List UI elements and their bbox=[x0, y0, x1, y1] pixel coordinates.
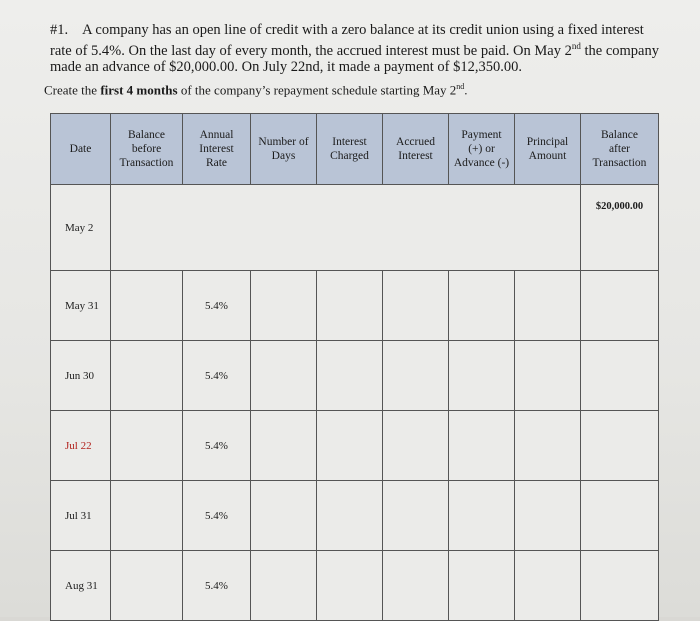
balance-before-cell[interactable] bbox=[111, 341, 183, 411]
hdr-6-l1: Payment bbox=[461, 129, 502, 141]
days-cell[interactable] bbox=[251, 341, 317, 411]
empty-merged-cell[interactable] bbox=[111, 185, 581, 271]
header-accrued-interest bbox=[383, 114, 449, 185]
interest-charged-cell[interactable] bbox=[317, 481, 383, 551]
table-row bbox=[51, 411, 659, 481]
hdr-2-l2: Interest bbox=[199, 143, 234, 155]
payment-cell[interactable] bbox=[449, 481, 515, 551]
date-cell: Jun 30 bbox=[51, 341, 111, 411]
hdr-2-l1: Annual bbox=[199, 129, 234, 141]
instruction-sup: nd bbox=[456, 82, 465, 91]
accrued-interest-cell[interactable] bbox=[383, 551, 449, 621]
date-cell: May 2 bbox=[51, 185, 111, 271]
balance-before-cell[interactable] bbox=[111, 271, 183, 341]
principal-cell[interactable] bbox=[515, 341, 581, 411]
problem-line-2 bbox=[50, 38, 670, 59]
hdr-1-l3: Transaction bbox=[119, 157, 174, 169]
accrued-interest-cell[interactable] bbox=[383, 411, 449, 481]
balance-after-cell[interactable] bbox=[581, 481, 659, 551]
rate-cell: 5.4% bbox=[183, 551, 251, 621]
interest-charged-cell[interactable] bbox=[317, 341, 383, 411]
hdr-1-l2: before bbox=[131, 143, 162, 155]
rate-cell: 5.4% bbox=[183, 411, 251, 481]
instruction-suffix: of the company’s repayment schedule starting May 2 bbox=[177, 82, 457, 98]
days-cell[interactable] bbox=[251, 271, 317, 341]
payment-cell[interactable] bbox=[449, 271, 515, 341]
header-balance-before bbox=[111, 114, 183, 185]
days-cell[interactable] bbox=[251, 481, 317, 551]
balance-after-cell[interactable] bbox=[581, 341, 659, 411]
hdr-4-l1: Interest bbox=[332, 136, 367, 148]
date-cell-highlighted: Jul 22 bbox=[51, 411, 111, 481]
balance-before-cell[interactable] bbox=[111, 551, 183, 621]
header-payment-advance bbox=[449, 114, 515, 185]
problem-text-3: made an advance of $20,000.00. On July 22nd, it made a payment of $12,350.00. bbox=[50, 58, 522, 75]
interest-charged-cell[interactable] bbox=[317, 551, 383, 621]
interest-charged-cell[interactable] bbox=[317, 411, 383, 481]
table-row bbox=[51, 551, 659, 621]
principal-cell[interactable] bbox=[515, 551, 581, 621]
accrued-interest-cell[interactable] bbox=[383, 271, 449, 341]
hdr-7-l1: Principal bbox=[526, 136, 569, 148]
hdr-6-l3: Advance (-) bbox=[453, 157, 510, 169]
hdr-2-l3: Rate bbox=[205, 157, 228, 169]
days-cell[interactable] bbox=[251, 551, 317, 621]
hdr-3-l2: Days bbox=[271, 150, 296, 162]
problem-text-1: A company has an open line of credit with a zero balance at its credit union using a fixed interest bbox=[82, 22, 644, 38]
hdr-5-l1: Accrued bbox=[396, 136, 435, 148]
header-row bbox=[51, 114, 659, 185]
header-interest-charged bbox=[317, 114, 383, 185]
principal-cell[interactable] bbox=[515, 481, 581, 551]
problem-statement bbox=[50, 22, 670, 75]
principal-cell[interactable] bbox=[515, 411, 581, 481]
header-principal-amount bbox=[515, 114, 581, 185]
balance-after-cell: $20,000.00 bbox=[581, 185, 659, 271]
payment-cell[interactable] bbox=[449, 341, 515, 411]
payment-cell[interactable] bbox=[449, 411, 515, 481]
table-row-may-2 bbox=[51, 185, 659, 271]
header-number-of-days bbox=[251, 114, 317, 185]
date-cell: Aug 31 bbox=[51, 551, 111, 621]
repayment-schedule-table bbox=[50, 113, 659, 621]
principal-cell[interactable] bbox=[515, 271, 581, 341]
hdr-4-l2: Charged bbox=[330, 150, 369, 162]
hdr-8-l3: Transaction bbox=[592, 157, 647, 169]
problem-text-2a: rate of 5.4%. On the last day of every month, the accrued interest must be paid. On May 2 bbox=[50, 42, 572, 59]
hdr-1-l1: Balance bbox=[127, 129, 166, 141]
problem-number: #1. bbox=[50, 22, 69, 38]
problem-sup: nd bbox=[571, 41, 581, 51]
table-row bbox=[51, 271, 659, 341]
accrued-interest-cell[interactable] bbox=[383, 481, 449, 551]
hdr-6-l2: (+) or bbox=[468, 143, 495, 155]
balance-before-cell[interactable] bbox=[111, 481, 183, 551]
header-balance-after bbox=[581, 114, 659, 185]
problem-text-2b: the company bbox=[580, 42, 659, 59]
hdr-8-l2: after bbox=[608, 143, 631, 155]
payment-cell[interactable] bbox=[449, 551, 515, 621]
balance-after-cell[interactable] bbox=[581, 271, 659, 341]
table-row bbox=[51, 341, 659, 411]
table-row bbox=[51, 481, 659, 551]
instruction-end: . bbox=[464, 82, 468, 98]
header-date bbox=[51, 114, 111, 185]
date-cell: Jul 31 bbox=[51, 481, 111, 551]
rate-cell: 5.4% bbox=[183, 271, 251, 341]
hdr-7-l2: Amount bbox=[528, 150, 567, 162]
instruction-text bbox=[44, 82, 468, 98]
hdr-5-l2: Interest bbox=[398, 150, 433, 162]
accrued-interest-cell[interactable] bbox=[383, 341, 449, 411]
balance-after-cell[interactable] bbox=[581, 411, 659, 481]
instruction-bold: first 4 months bbox=[100, 82, 178, 98]
header-date-text: Date bbox=[69, 143, 92, 155]
date-cell: May 31 bbox=[51, 271, 111, 341]
instruction-prefix: Create the bbox=[44, 82, 101, 98]
rate-cell: 5.4% bbox=[183, 341, 251, 411]
hdr-3-l1: Number of bbox=[258, 136, 309, 148]
balance-after-cell[interactable] bbox=[581, 551, 659, 621]
problem-line-1 bbox=[50, 22, 670, 38]
problem-line-3 bbox=[50, 59, 670, 75]
rate-cell: 5.4% bbox=[183, 481, 251, 551]
header-annual-rate bbox=[183, 114, 251, 185]
balance-before-cell[interactable] bbox=[111, 411, 183, 481]
interest-charged-cell[interactable] bbox=[317, 271, 383, 341]
hdr-8-l1: Balance bbox=[600, 129, 639, 141]
days-cell[interactable] bbox=[251, 411, 317, 481]
